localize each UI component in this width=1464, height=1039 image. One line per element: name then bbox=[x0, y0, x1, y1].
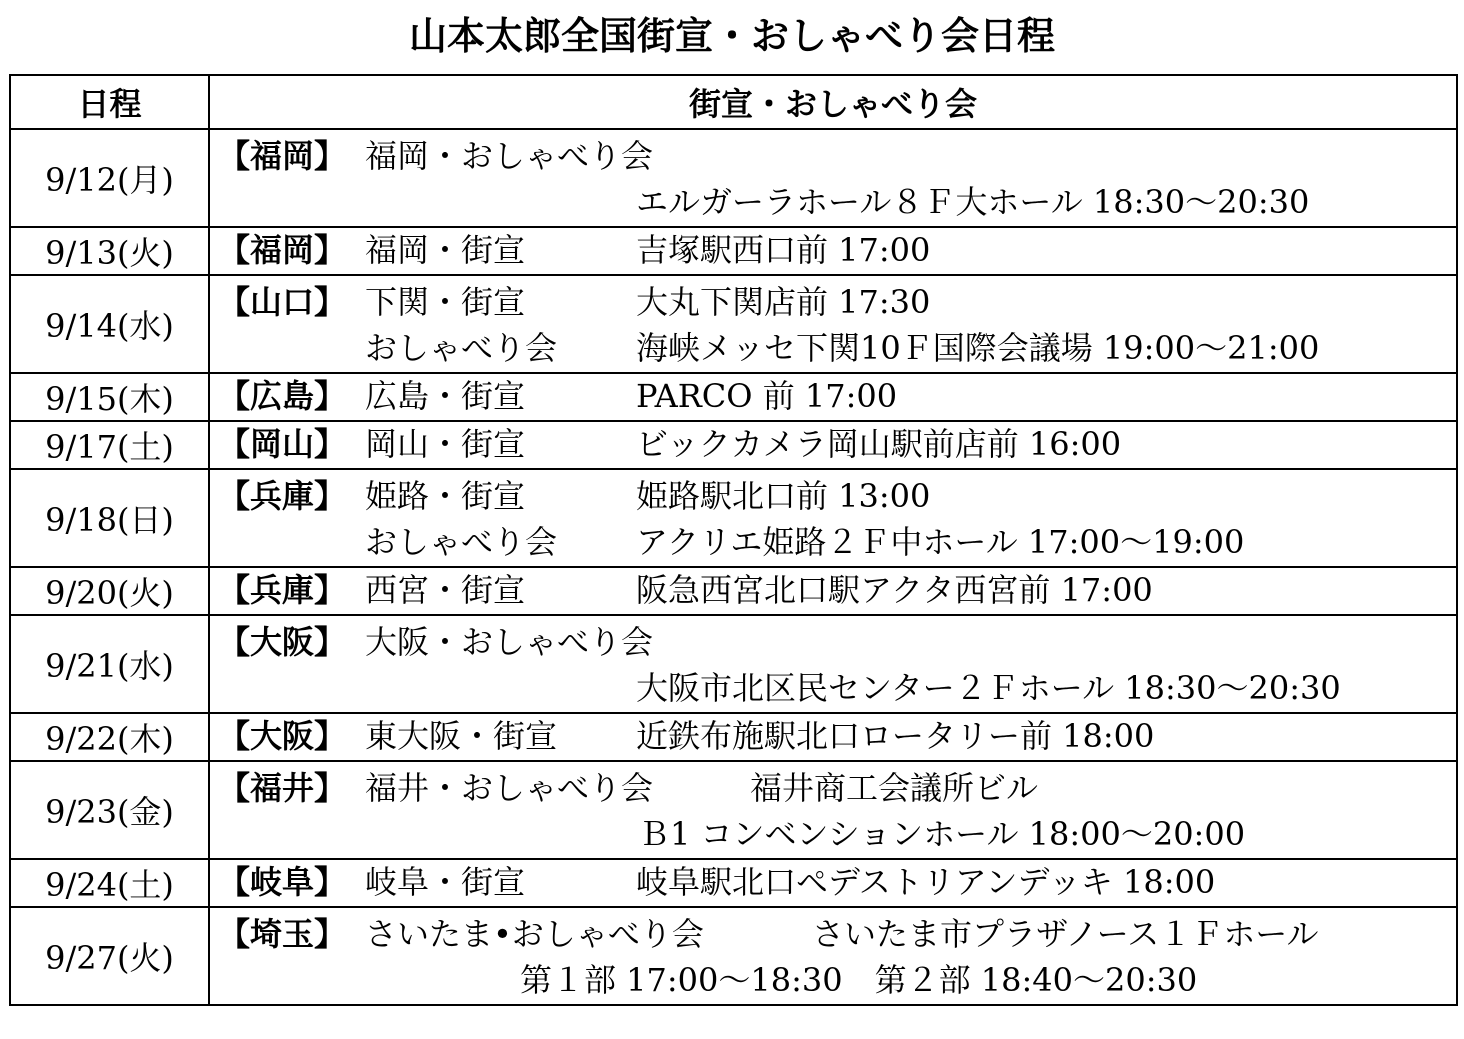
table-row bbox=[10, 567, 1457, 615]
row-date: 9/24(土) bbox=[10, 859, 209, 907]
row-region: 【埼玉】 bbox=[218, 915, 347, 953]
table-row bbox=[10, 615, 1457, 713]
row-location-2: 海峡メッセ下関10Ｆ国際会議場 19:00〜21:00 bbox=[636, 329, 1320, 367]
row-date: 9/12(月) bbox=[10, 129, 209, 227]
row-region: 【福岡】 bbox=[218, 231, 347, 269]
row-region: 【広島】 bbox=[218, 377, 347, 415]
table-row bbox=[10, 907, 1457, 1005]
table-row bbox=[10, 227, 1457, 275]
page-title: 山本太郎全国街宣・おしゃべり会日程 bbox=[408, 14, 1055, 58]
row-date: 9/18(日) bbox=[10, 469, 209, 567]
row-activity: 下関・街宣 bbox=[365, 283, 526, 321]
row-date: 9/21(水) bbox=[10, 615, 209, 713]
schedule-table bbox=[9, 74, 1458, 1006]
table-row bbox=[10, 469, 1457, 567]
row-activity: さいたま•おしゃべり会 bbox=[365, 915, 704, 953]
row-location: 吉塚駅西口前 17:00 bbox=[636, 231, 931, 269]
row-location: 大丸下関店前 17:30 bbox=[636, 283, 931, 321]
row-venue: さいたま市プラザノース１Ｆホール bbox=[812, 915, 1319, 953]
row-date: 9/23(金) bbox=[10, 761, 209, 859]
row-date: 9/17(土) bbox=[10, 421, 209, 469]
row-location: 岐阜駅北口ペデストリアンデッキ 18:00 bbox=[636, 863, 1216, 901]
row-location: PARCO 前 17:00 bbox=[636, 377, 898, 415]
row-date: 9/15(木) bbox=[10, 373, 209, 421]
header-date: 日程 bbox=[10, 75, 209, 129]
table-row bbox=[10, 859, 1457, 907]
row-activity: 福岡・おしゃべり会 bbox=[365, 137, 654, 175]
row-region: 【岐阜】 bbox=[218, 863, 347, 901]
row-event bbox=[209, 907, 1457, 1005]
row-activity: 岡山・街宣 bbox=[365, 425, 526, 463]
row-activity: 福岡・街宣 bbox=[365, 231, 526, 269]
table-row bbox=[10, 761, 1457, 859]
row-activity: 岐阜・街宣 bbox=[365, 863, 526, 901]
table-row bbox=[10, 421, 1457, 469]
table-row bbox=[10, 129, 1457, 227]
table-row bbox=[10, 373, 1457, 421]
row-region: 【兵庫】 bbox=[218, 477, 347, 515]
row-event bbox=[209, 421, 1457, 469]
table-header-row bbox=[10, 75, 1457, 129]
row-date: 9/13(火) bbox=[10, 227, 209, 275]
row-venue: 福井商工会議所ビル bbox=[750, 769, 1039, 807]
row-activity-2: おしゃべり会 bbox=[365, 329, 558, 367]
row-region: 【大阪】 bbox=[218, 717, 347, 755]
row-activity: 西宮・街宣 bbox=[365, 571, 526, 609]
row-activity: 福井・おしゃべり会 bbox=[365, 769, 654, 807]
row-event bbox=[209, 761, 1457, 859]
row-region: 【山口】 bbox=[218, 283, 347, 321]
row-location: 大阪市北区民センター２Ｆホール 18:30〜20:30 bbox=[636, 669, 1341, 707]
row-event bbox=[209, 469, 1457, 567]
row-event bbox=[209, 567, 1457, 615]
row-location: ビックカメラ岡山駅前店前 16:00 bbox=[636, 425, 1122, 463]
row-region: 【大阪】 bbox=[218, 623, 347, 661]
row-activity: 広島・街宣 bbox=[365, 377, 526, 415]
table-row bbox=[10, 713, 1457, 761]
row-location: エルガーラホール８Ｆ大ホール 18:30〜20:30 bbox=[636, 183, 1310, 221]
row-event bbox=[209, 129, 1457, 227]
row-location: 阪急西宮北口駅アクタ西宮前 17:00 bbox=[636, 571, 1153, 609]
row-location: Ｂ1 コンベンションホール 18:00〜20:00 bbox=[638, 815, 1246, 853]
row-event bbox=[209, 275, 1457, 373]
header-event: 街宣・おしゃべり会 bbox=[209, 75, 1457, 129]
row-region: 【福岡】 bbox=[218, 137, 347, 175]
row-event bbox=[209, 227, 1457, 275]
row-location-2: アクリエ姫路２Ｆ中ホール 17:00〜19:00 bbox=[636, 523, 1245, 561]
row-location: 姫路駅北口前 13:00 bbox=[636, 477, 931, 515]
row-activity: 大阪・おしゃべり会 bbox=[365, 623, 654, 661]
row-region: 【岡山】 bbox=[218, 425, 347, 463]
row-times: 第１部 17:00〜18:30 第２部 18:40〜20:30 bbox=[520, 961, 1198, 999]
row-region: 【兵庫】 bbox=[218, 571, 347, 609]
row-date: 9/14(水) bbox=[10, 275, 209, 373]
row-activity-2: おしゃべり会 bbox=[365, 523, 558, 561]
row-location: 近鉄布施駅北口ロータリー前 18:00 bbox=[636, 717, 1155, 755]
row-event bbox=[209, 713, 1457, 761]
row-activity: 東大阪・街宣 bbox=[365, 717, 558, 755]
row-date: 9/20(火) bbox=[10, 567, 209, 615]
row-event bbox=[209, 859, 1457, 907]
row-event bbox=[209, 615, 1457, 713]
row-region: 【福井】 bbox=[218, 769, 347, 807]
row-date: 9/22(木) bbox=[10, 713, 209, 761]
row-activity: 姫路・街宣 bbox=[365, 477, 526, 515]
table-row bbox=[10, 275, 1457, 373]
row-date: 9/27(火) bbox=[10, 907, 209, 1005]
row-event bbox=[209, 373, 1457, 421]
